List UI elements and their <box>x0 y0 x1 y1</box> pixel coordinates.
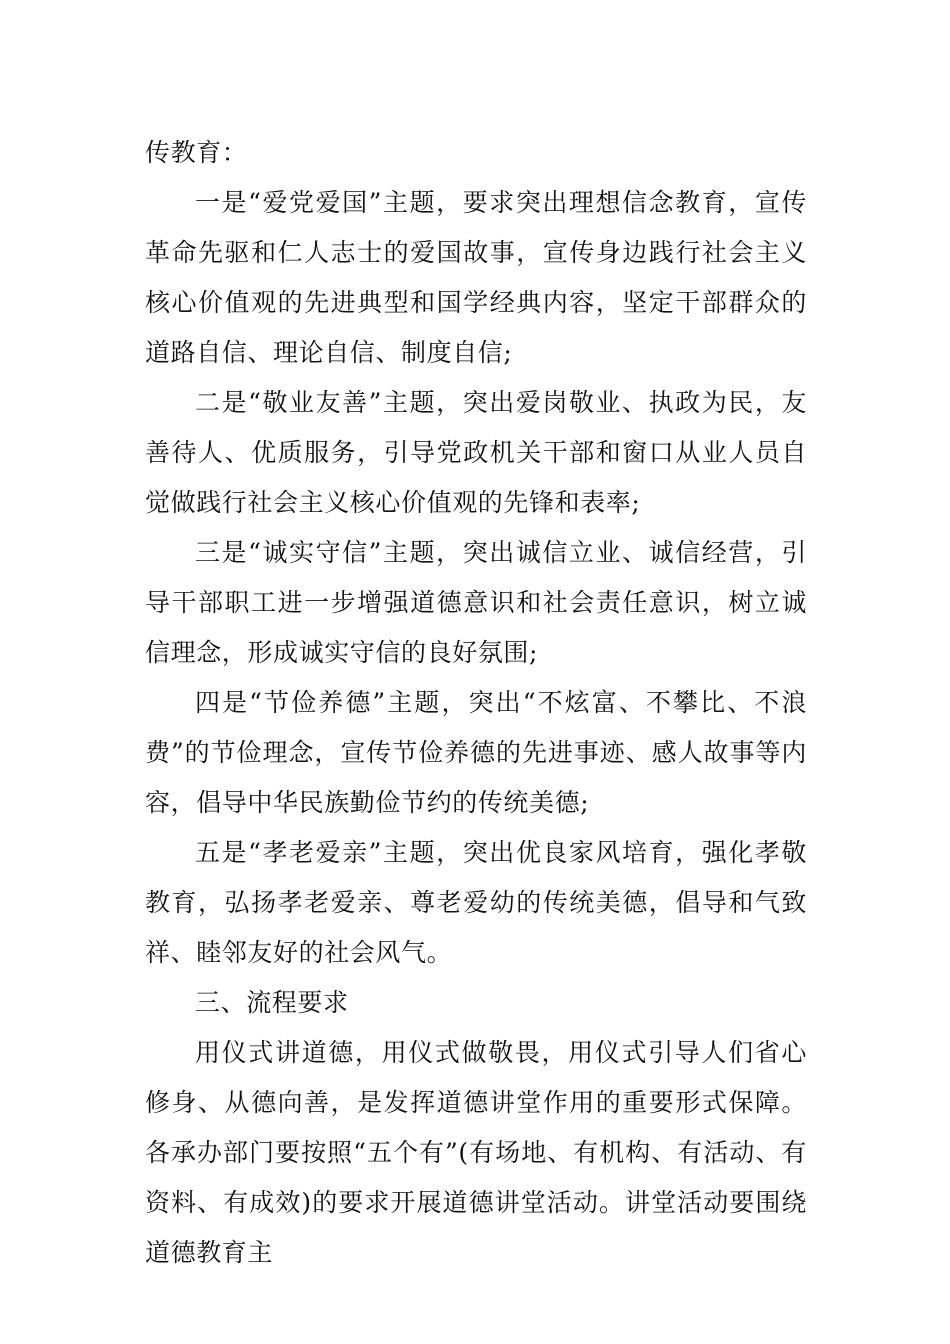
paragraph-theme-frugality: 四是“节俭养德”主题，突出“不炫富、不攀比、不浪费”的节俭理念，宣传节俭养德的先进事迹、感人故事等内容，倡导中华民族勤俭节约的传统美德; <box>145 688 807 817</box>
section-heading-process: 三、流程要求 <box>195 988 349 1017</box>
paragraph-theme-dedication: 二是“敬业友善”主题，突出爱岗敬业、执政为民，友善待人、优质服务，引导党政机关干部和窗口从业人员自觉做践行社会主义核心价值观的先锋和表率; <box>145 388 807 517</box>
paragraph-theme-patriotism: 一是“爱党爱国”主题，要求突出理想信念教育，宣传革命先驱和仁人志士的爱国故事，宣传身边践行社会主义核心价值观的先进典型和国学经典内容，坚定干部群众的道路自信、理论自信、制度自信; <box>145 188 807 367</box>
paragraph-process-requirements: 用仪式讲道德，用仪式做敬畏，用仪式引导人们省心修身、从德向善，是发挥道德讲堂作用的重要形式保障。各承办部门要按照“五个有”(有场地、有机构、有活动、有资料、有成效)的要求开展道德讲堂活动。讲堂活动要围绕道德教育主 <box>145 1038 807 1267</box>
paragraph-theme-honesty: 三是“诚实守信”主题，突出诚信立业、诚信经营，引导干部职工进一步增强道德意识和社会责任意识，树立诚信理念，形成诚实守信的良好氛围; <box>145 538 807 667</box>
paragraph-continuation: 传教育： <box>145 138 248 167</box>
paragraph-theme-filial-piety: 五是“孝老爱亲”主题，突出优良家风培育，强化孝敬教育，弘扬孝老爱亲、尊老爱幼的传统美德，倡导和气致祥、睦邻友好的社会风气。 <box>145 838 807 967</box>
document-body <box>145 128 807 1278</box>
